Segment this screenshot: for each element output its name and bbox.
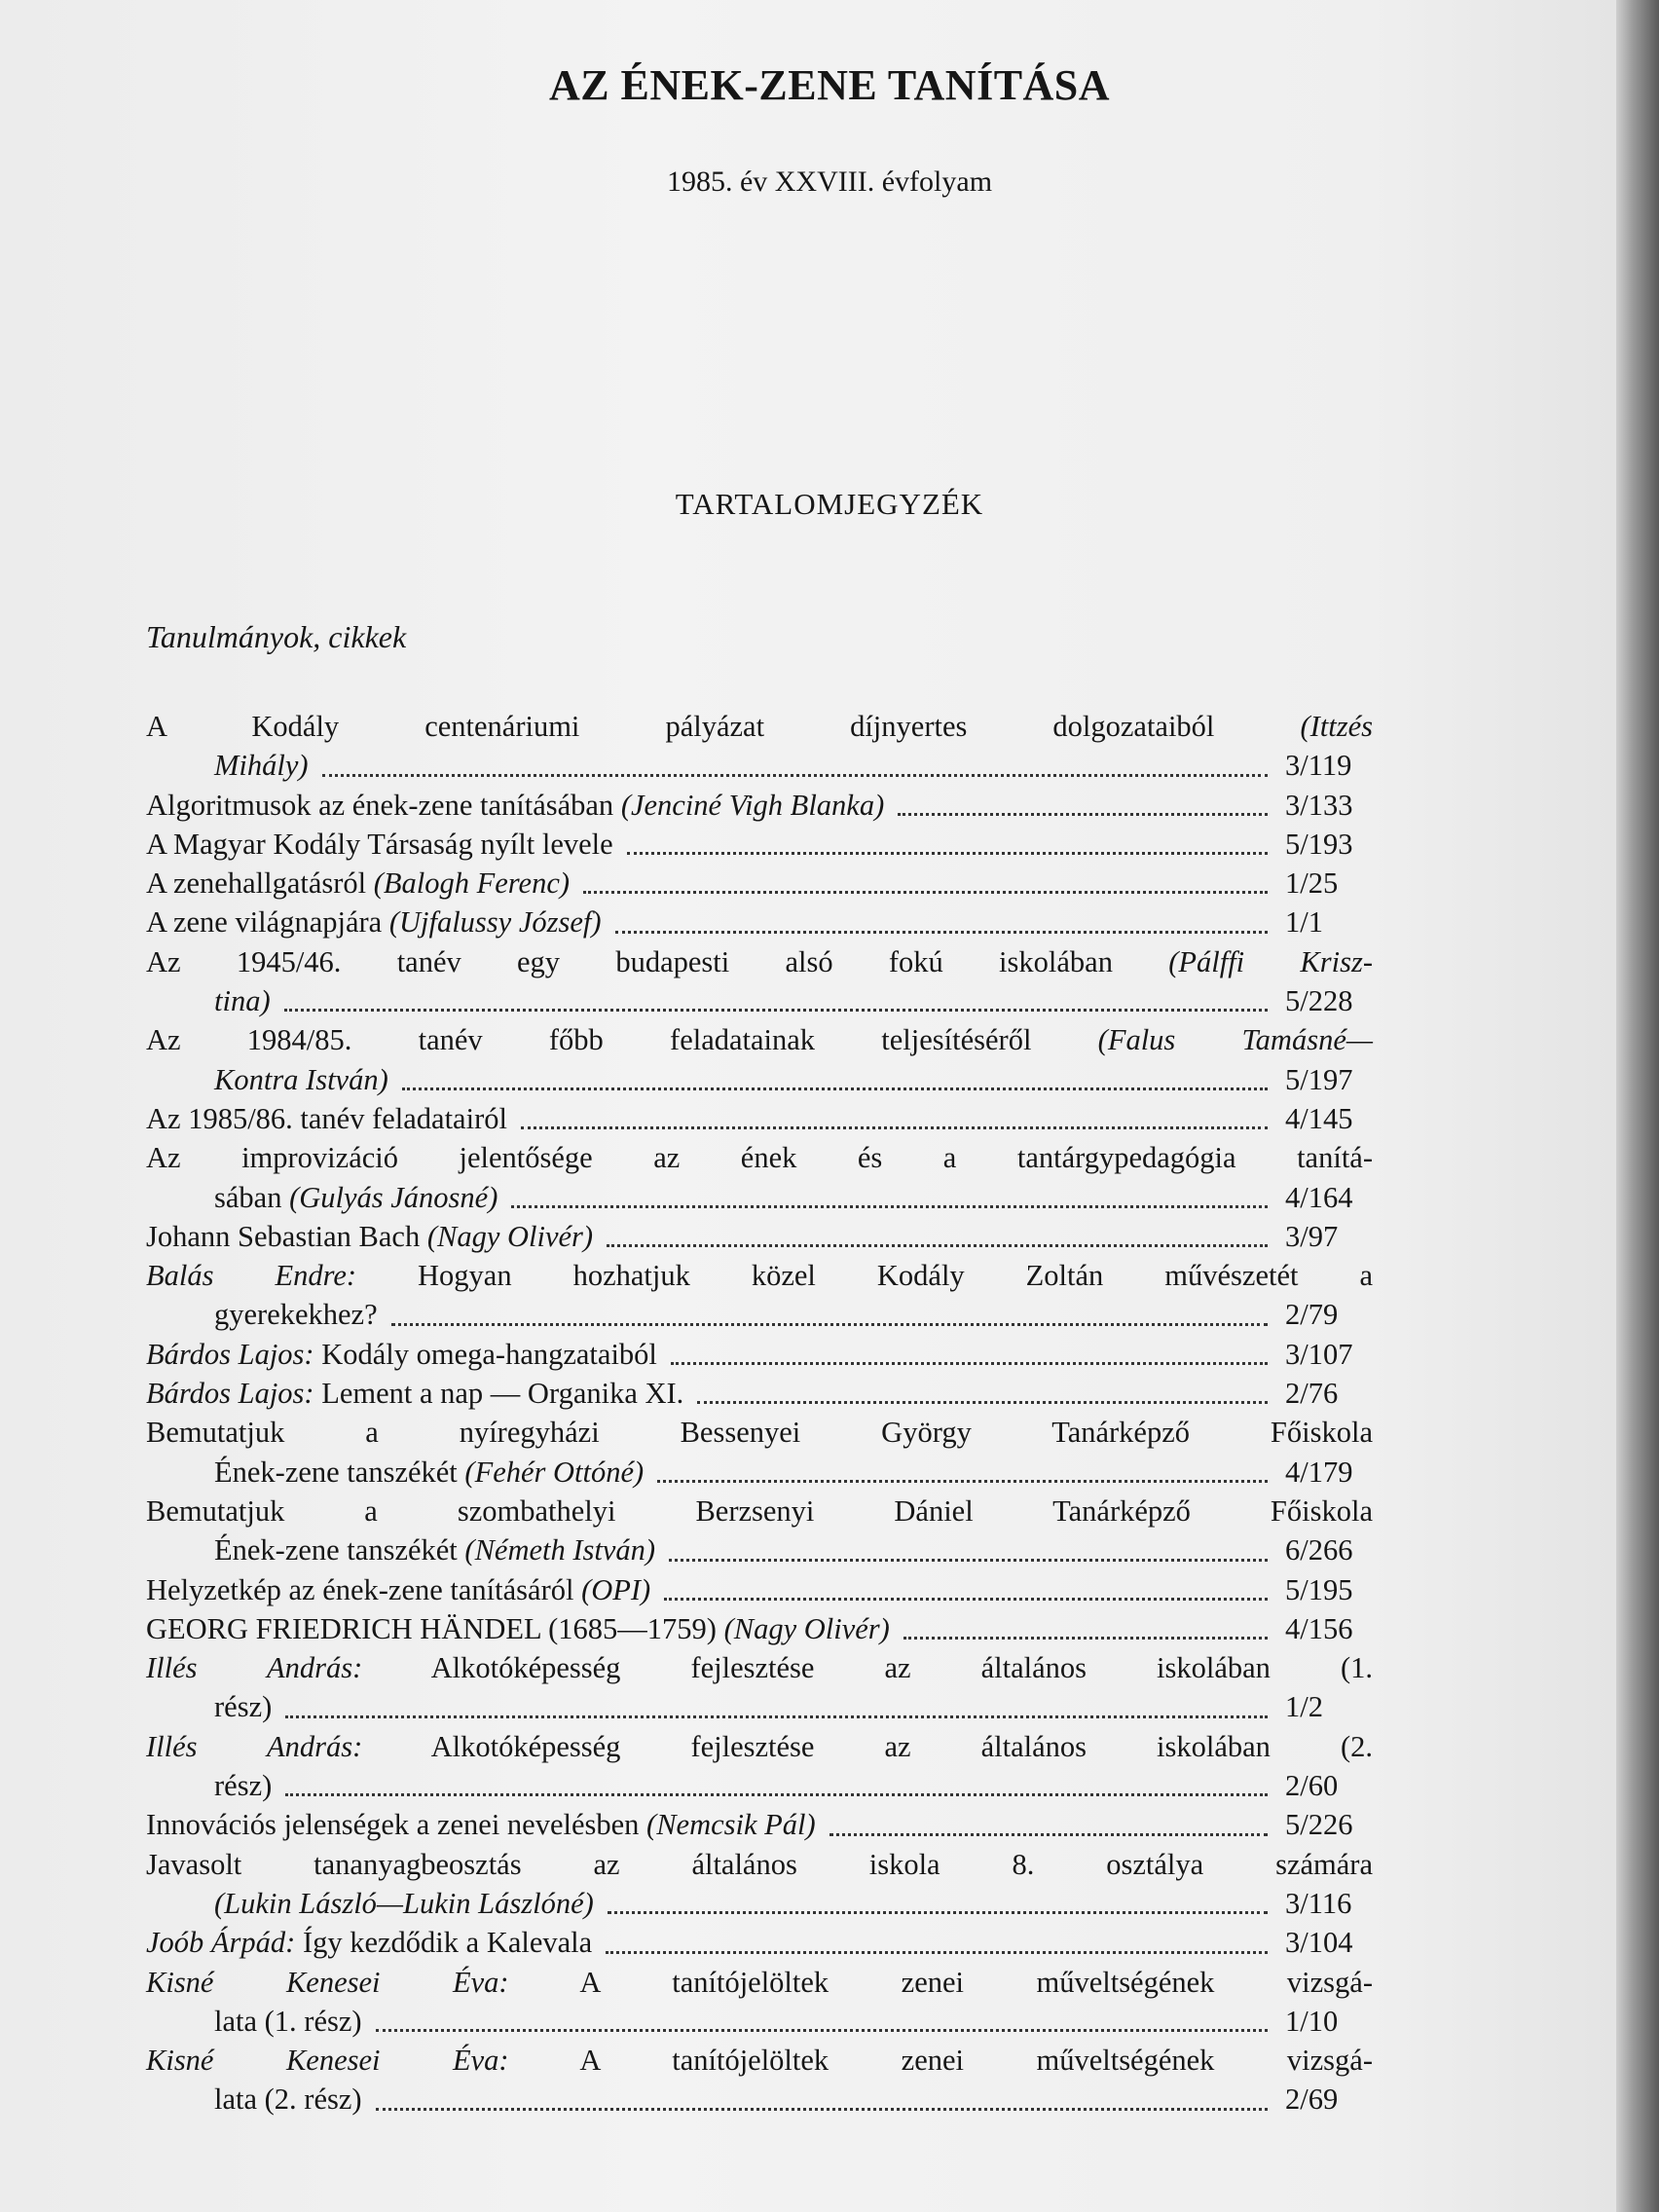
toc-entry-line [146,1727,1373,1766]
page-reference: 5/228 [1285,984,1353,1018]
toc-entry-line [146,1178,1373,1217]
entry-title-text: Alkotóképesség fejlesztése az általános iskolában (2. [362,1729,1373,1763]
dot-leader [391,1323,1268,1326]
author-name: (Jenciné Vigh Blanka) [620,788,885,822]
entry-title-text: A zenehallgatásról [146,866,374,901]
toc-entry-line [146,1648,1373,1687]
toc-entry-line [146,825,1373,864]
author-name: Mihály) [214,749,309,783]
entry-title-text: lata (1. rész) [214,2004,362,2038]
dot-leader [284,1009,1268,1012]
toc-entry-text [214,1766,272,1805]
page-reference: 1/2 [1285,1690,1323,1724]
author-name: (OPI) [581,1572,651,1606]
toc-entry-line [146,981,1373,1020]
entry-title-text: Hogyan hozhatjuk közel Kodály Zoltán művészetét a [356,1259,1373,1293]
author-lead: Bárdos Lajos: [146,1377,314,1411]
author-lead: Kisné Kenesei Éva: [146,2044,509,2078]
entry-title-text: Lement a nap — Organika XI. [313,1377,684,1411]
toc-entry-line [146,1766,1373,1805]
toc-entry-line [146,1335,1373,1374]
page-reference: 5/195 [1285,1572,1353,1606]
toc-entry-line [146,864,1373,903]
dot-leader [285,1793,1268,1796]
toc-entry-line [146,2080,1373,2119]
toc-entry-line [146,1687,1373,1726]
author-name: (Falus Tamásné— [1097,1023,1373,1057]
toc-entry-text [146,825,613,864]
toc-entry [146,864,1373,903]
toc-entry-text [146,1570,650,1609]
author-name: (Nagy Olivér) [723,1611,890,1645]
dot-leader [607,1244,1268,1247]
toc-entry-text [146,1923,592,1962]
author-name: (Ittzés [1300,710,1373,743]
toc-entry-text [146,2041,1373,2080]
dot-leader [627,852,1268,855]
toc-entry-line [146,1963,1373,2002]
toc-entry-line [146,746,1373,785]
toc-entry [146,825,1373,864]
toc-entry-text [146,707,1373,746]
dot-leader [402,1088,1268,1090]
section-heading: Tanulmányok, cikkek [146,619,407,654]
toc-entry [146,1256,1373,1335]
author-name: (Gulyás Jánosné) [289,1180,498,1214]
dot-leader [583,891,1268,894]
toc-entry-text [214,2080,362,2119]
toc-entry-text [214,981,271,1020]
toc-entry-line [146,1256,1373,1295]
toc-entry-text [146,1492,1373,1530]
toc-entry-line [146,1374,1373,1413]
toc-entry-text [146,1805,816,1844]
entry-title-text: Helyzetkép az ének-zene tanításáról [146,1572,582,1606]
page-reference: 1/10 [1285,2004,1339,2038]
dot-leader [521,1126,1268,1129]
toc-entry-text [146,1648,1373,1687]
toc-entry-text [146,1335,657,1374]
dot-leader [606,1951,1268,1954]
page-reference: 3/104 [1285,1926,1353,1960]
toc-entry [146,1963,1373,2042]
toc-entry-line [146,1805,1373,1844]
entry-title-text: Ének-zene tanszékét [214,1455,465,1489]
author-name: (Ujfalussy József) [388,905,602,940]
toc-entry [146,707,1373,786]
entry-title-text: A tanítójelöltek zenei műveltségének vizsgá- [508,2044,1373,2078]
author-name: (Pálffi Krisz- [1168,944,1374,978]
toc-entry-line [146,903,1373,941]
toc-entry [146,1609,1373,1648]
toc-entry [146,1413,1373,1492]
toc-entry [146,1492,1373,1570]
page-reference: 2/79 [1285,1298,1339,1332]
page-reference: 2/60 [1285,1769,1339,1803]
entry-title-text: Ének-zene tanszékét [214,1533,465,1567]
journal-title: AZ ÉNEK-ZENE TANÍTÁSA [548,61,1111,109]
toc-entry-text [214,1295,378,1334]
dot-leader [697,1401,1268,1404]
page-reference: 5/226 [1285,1808,1353,1842]
page-reference: 3/133 [1285,788,1353,822]
toc-entry [146,1648,1373,1727]
toc-entry-text [214,1884,594,1923]
toc-entry-text [146,1138,1373,1177]
toc-entry-text [146,864,570,903]
page-reference: 4/164 [1285,1180,1353,1214]
author-lead: Illés András: [146,1651,363,1685]
toc-entry-line [146,1570,1373,1609]
toc-entry-text [146,1727,1373,1766]
author-lead: Joób Árpád: [146,1926,296,1960]
toc-entry-line [146,1453,1373,1492]
entry-title-text: Az 1984/85. tanév főbb feladatainak teljesítéséről [146,1023,1098,1057]
entry-title-text: rész) [214,1690,273,1724]
toc-heading: TARTALOMJEGYZÉK [675,487,984,521]
toc-entry-text [146,1609,890,1648]
author-name: (Nemcsik Pál) [646,1808,816,1842]
toc-entry-line [146,1609,1373,1648]
toc-entry-line [146,1099,1373,1138]
entry-title-text: Bemutatjuk a nyíregyházi Bessenyei György Tanárképző Főiskola [146,1416,1373,1450]
toc-entry-text [214,1687,272,1726]
entry-title-text: Algoritmusok az ének-zene tanításában [146,788,621,822]
toc-entry-text [146,942,1373,981]
entry-title-text: Kodály omega-hangzataiból [313,1337,657,1371]
toc-entry-text [214,1060,388,1099]
toc-entry-line [146,1217,1373,1256]
toc-entry-text [146,1217,593,1256]
toc-entry-text [146,786,884,825]
dot-leader [322,774,1268,777]
toc-entry-line [146,1923,1373,1962]
toc-entry [146,903,1373,941]
entry-title-text: Innovációs jelenségek a zenei nevelésben [146,1808,647,1842]
entry-title-text: lata (2. rész) [214,2083,362,2117]
toc-entry-line [146,1492,1373,1530]
page-reference: 5/193 [1285,827,1353,861]
toc-entry [146,1805,1373,1844]
toc-entry [146,1020,1373,1099]
book-spine-edge [1616,0,1659,2212]
author-name: (Balogh Ferenc) [373,866,571,901]
entry-title-text: Az 1985/86. tanév feladatairól [146,1101,507,1135]
toc-entry [146,942,1373,1021]
dot-leader [376,2029,1268,2032]
author-name: (Németh István) [464,1533,656,1567]
author-lead: Kisné Kenesei Éva: [146,1965,509,1999]
author-name: tina) [214,984,271,1018]
dot-leader [376,2108,1268,2111]
dot-leader [898,813,1268,816]
page-reference: 4/156 [1285,1611,1353,1645]
toc-entry-line [146,2002,1373,2041]
page-reference: 4/179 [1285,1455,1353,1489]
dot-leader [671,1362,1268,1365]
volume-subtitle: 1985. év XXVIII. évfolyam [666,166,993,198]
entry-title-text: sában [214,1180,290,1214]
entry-title-text: A tanítójelöltek zenei műveltségének vizsgá- [508,1965,1373,1999]
dot-leader [511,1205,1268,1208]
dot-leader [664,1598,1268,1601]
author-name: (Nagy Olivér) [426,1219,594,1253]
entry-title-text: Alkotóképesség fejlesztése az általános iskolában (1. [362,1651,1373,1685]
toc-entry-text [146,1374,683,1413]
dot-leader [615,931,1268,934]
page-reference: 3/97 [1285,1219,1339,1253]
toc-entry-line [146,1060,1373,1099]
page-reference: 4/145 [1285,1101,1353,1135]
entry-title-text: A Kodály centenáriumi pályázat díjnyertes dolgozataiból [146,710,1301,743]
page-reference: 3/116 [1285,1886,1352,1920]
dot-leader [657,1480,1268,1483]
toc-entry-line [146,1138,1373,1177]
toc-entry-line [146,707,1373,746]
entry-title-text: Javasolt tananyagbeosztás az általános iskola 8. osztálya számára [146,1847,1373,1881]
toc-entry-list [146,707,1373,2120]
toc-entry [146,2041,1373,2120]
page-reference: 2/76 [1285,1377,1339,1411]
page-reference: 3/107 [1285,1337,1353,1371]
toc-entry-line [146,1884,1373,1923]
toc-entry-line [146,1413,1373,1452]
entry-title-text: Johann Sebastian Bach [146,1219,427,1253]
toc-entry-text [146,1413,1373,1452]
author-name: (Fehér Ottóné) [464,1455,645,1489]
toc-entry-text [146,903,602,941]
toc-entry-text [146,1099,507,1138]
toc-entry-line [146,1845,1373,1884]
toc-entry [146,1374,1373,1413]
page-reference: 1/1 [1285,905,1323,940]
toc-entry [146,1217,1373,1256]
toc-entry-line [146,1295,1373,1334]
page-reference: 3/119 [1285,749,1352,783]
entry-title-text: Így kezdődik a Kalevala [295,1926,593,1960]
toc-entry-line [146,2041,1373,2080]
toc-entry-text [214,1453,644,1492]
toc-entry [146,1727,1373,1806]
entry-title-text: gyerekekhez? [214,1298,378,1332]
entry-title-text: Az 1945/46. tanév egy budapesti alsó fokú iskolában [146,944,1169,978]
entry-title-text: A Magyar Kodály Társaság nyílt levele [146,827,613,861]
toc-entry [146,1845,1373,1924]
author-lead: Bárdos Lajos: [146,1337,314,1371]
dot-leader [608,1911,1268,1914]
page-reference: 5/197 [1285,1062,1353,1096]
toc-entry [146,786,1373,825]
toc-entry-text [146,1256,1373,1295]
toc-entry-text [146,1963,1373,2002]
toc-entry-text [214,1530,655,1569]
author-name: Kontra István) [214,1062,388,1096]
entry-title-text: Az improvizáció jelentősége az ének és a tantárgypedagógia tanítá- [146,1141,1373,1175]
author-name: (Lukin László—Lukin Lászlóné) [214,1886,594,1920]
author-lead: Illés András: [146,1729,363,1763]
toc-entry-text [214,1178,498,1217]
dot-leader [903,1637,1268,1640]
entry-title-text: rész) [214,1769,273,1803]
dot-leader [285,1715,1268,1718]
dot-leader [669,1559,1268,1562]
toc-entry-line [146,1020,1373,1059]
toc-entry-text [146,1845,1373,1884]
page-reference: 6/266 [1285,1533,1353,1567]
toc-entry [146,1570,1373,1609]
toc-entry [146,1923,1373,1962]
toc-entry [146,1138,1373,1217]
author-lead: Balás Endre: [146,1259,357,1293]
toc-entry-line [146,1530,1373,1569]
toc-entry-text [214,746,309,785]
page-reference: 2/69 [1285,2083,1339,2117]
page-reference: 1/25 [1285,866,1339,901]
toc-entry-line [146,942,1373,981]
entry-title-text: Bemutatjuk a szombathelyi Berzsenyi Dániel Tanárképző Főiskola [146,1493,1373,1528]
toc-entry-line [146,786,1373,825]
toc-entry [146,1335,1373,1374]
toc-entry [146,1099,1373,1138]
dot-leader [830,1833,1268,1836]
entry-title-text: A zene világnapjára [146,905,389,940]
toc-entry-text [146,1020,1373,1059]
toc-entry-text [214,2002,362,2041]
entry-title-text: GEORG FRIEDRICH HÄNDEL (1685—1759) [146,1611,724,1645]
